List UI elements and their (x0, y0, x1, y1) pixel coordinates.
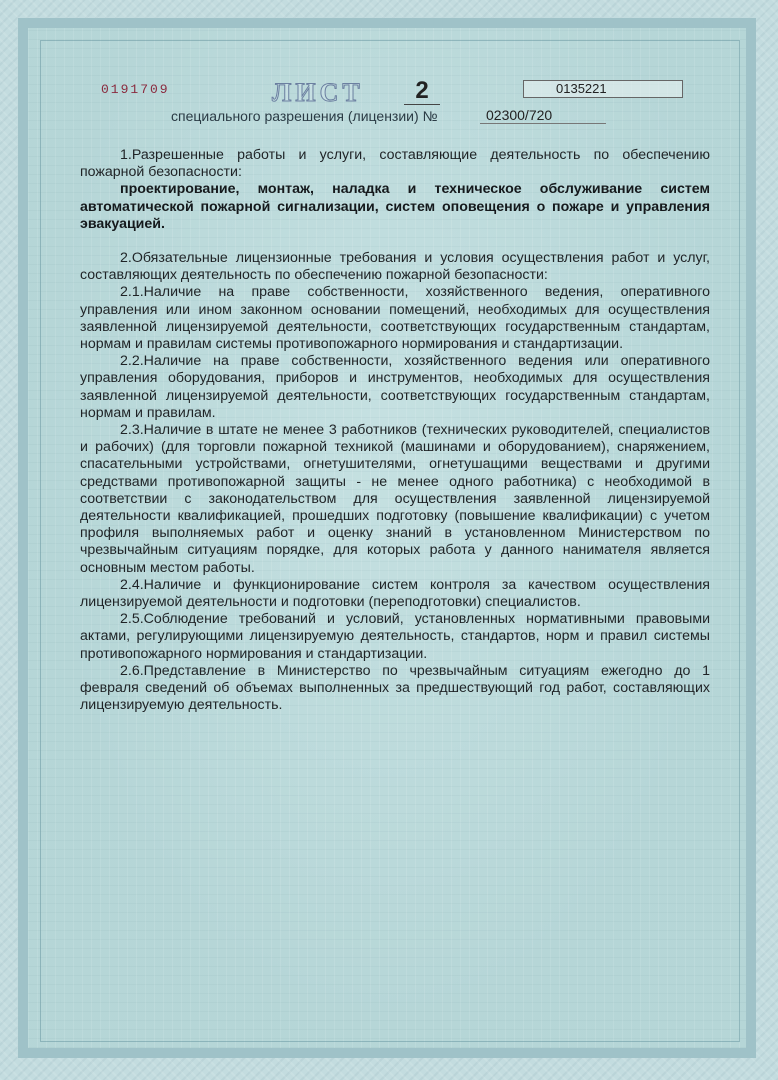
requirement-item: 2.5.Соблюдение требований и условий, установленных нормативными правовыми актами, регулирующими лицензируемую деятельность, стандартов, норм и правил системы противопожарного нормирования и стандартизации. (80, 611, 710, 662)
section1-works: проектирование, монтаж, наладка и техническое обслуживание систем автоматической пожарной сигнализации, систем оповещения о пожаре и управления эвакуацией. (80, 181, 710, 232)
serial-number-box: 0135221 (523, 80, 683, 98)
requirement-item: 2.1.Наличие на праве собственности, хозяйственного ведения, оперативного управления или ином законном основании помещений, необходимых для осуществления заявленной лицензируемой деятельности, соответствующих государственным стандартам, нормам и правилам системы противопожарного нормирования и стандартизации. (80, 284, 710, 353)
requirement-item: 2.3.Наличие в штате не менее 3 работников (технических руководителей, специалистов и рабочих) (для торговли пожарной техникой (машинами и оборудованием), снаряжением, спасательными устройствами, огнетушителями, огнетушащими веществами и другими средствами противопожарной защиты - не менее одного работника) с необходимой в соответствии с законодательством для осуществления заявленной лицензируемой деятельности квалификацией, прошедших подготовку (повышение квалификации) с учетом профиля выполняемых работ и оценку знаний в установленном Министерством по чрезвычайным ситуациям порядке, для которых работа у данного нанимателя является основным местом работы. (80, 422, 710, 576)
serial-number-left: 0191709 (101, 82, 170, 97)
spacer (80, 233, 710, 250)
requirement-item: 2.2.Наличие на праве собственности, хозяйственного ведения или оперативного управления оборудования, приборов и инструментов, необходимых для осуществления заявленной лицензируемой деятельности, соответствующих государственным стандартам, нормам и правилам. (80, 353, 710, 421)
sheet-title: ЛИСТ (272, 78, 364, 107)
sheet-number: 2 (404, 78, 440, 105)
section2-intro: 2.Обязательные лицензионные требования и условия осуществления работ и услуг, составляющих деятельность по обеспечению пожарной безопасности: (80, 250, 710, 284)
section1-intro: 1.Разрешенные работы и услуги, составляющие деятельность по обеспечению пожарной безопасности: (80, 147, 710, 181)
requirement-item: 2.4.Наличие и функционирование систем контроля за качеством осуществления лицензируемой деятельности и подготовки (переподготовки) специалистов. (80, 576, 710, 611)
license-number: 02300/720 (480, 107, 606, 124)
document-body (80, 147, 710, 715)
license-subtitle: специального разрешения (лицензии) № (171, 108, 438, 124)
requirement-item: 2.6.Представление в Министерство по чрезвычайным ситуациям ежегодно до 1 февраля сведений об объемах выполненных за предшествующий год работ, составляющих лицензируемую деятельность. (80, 662, 710, 714)
